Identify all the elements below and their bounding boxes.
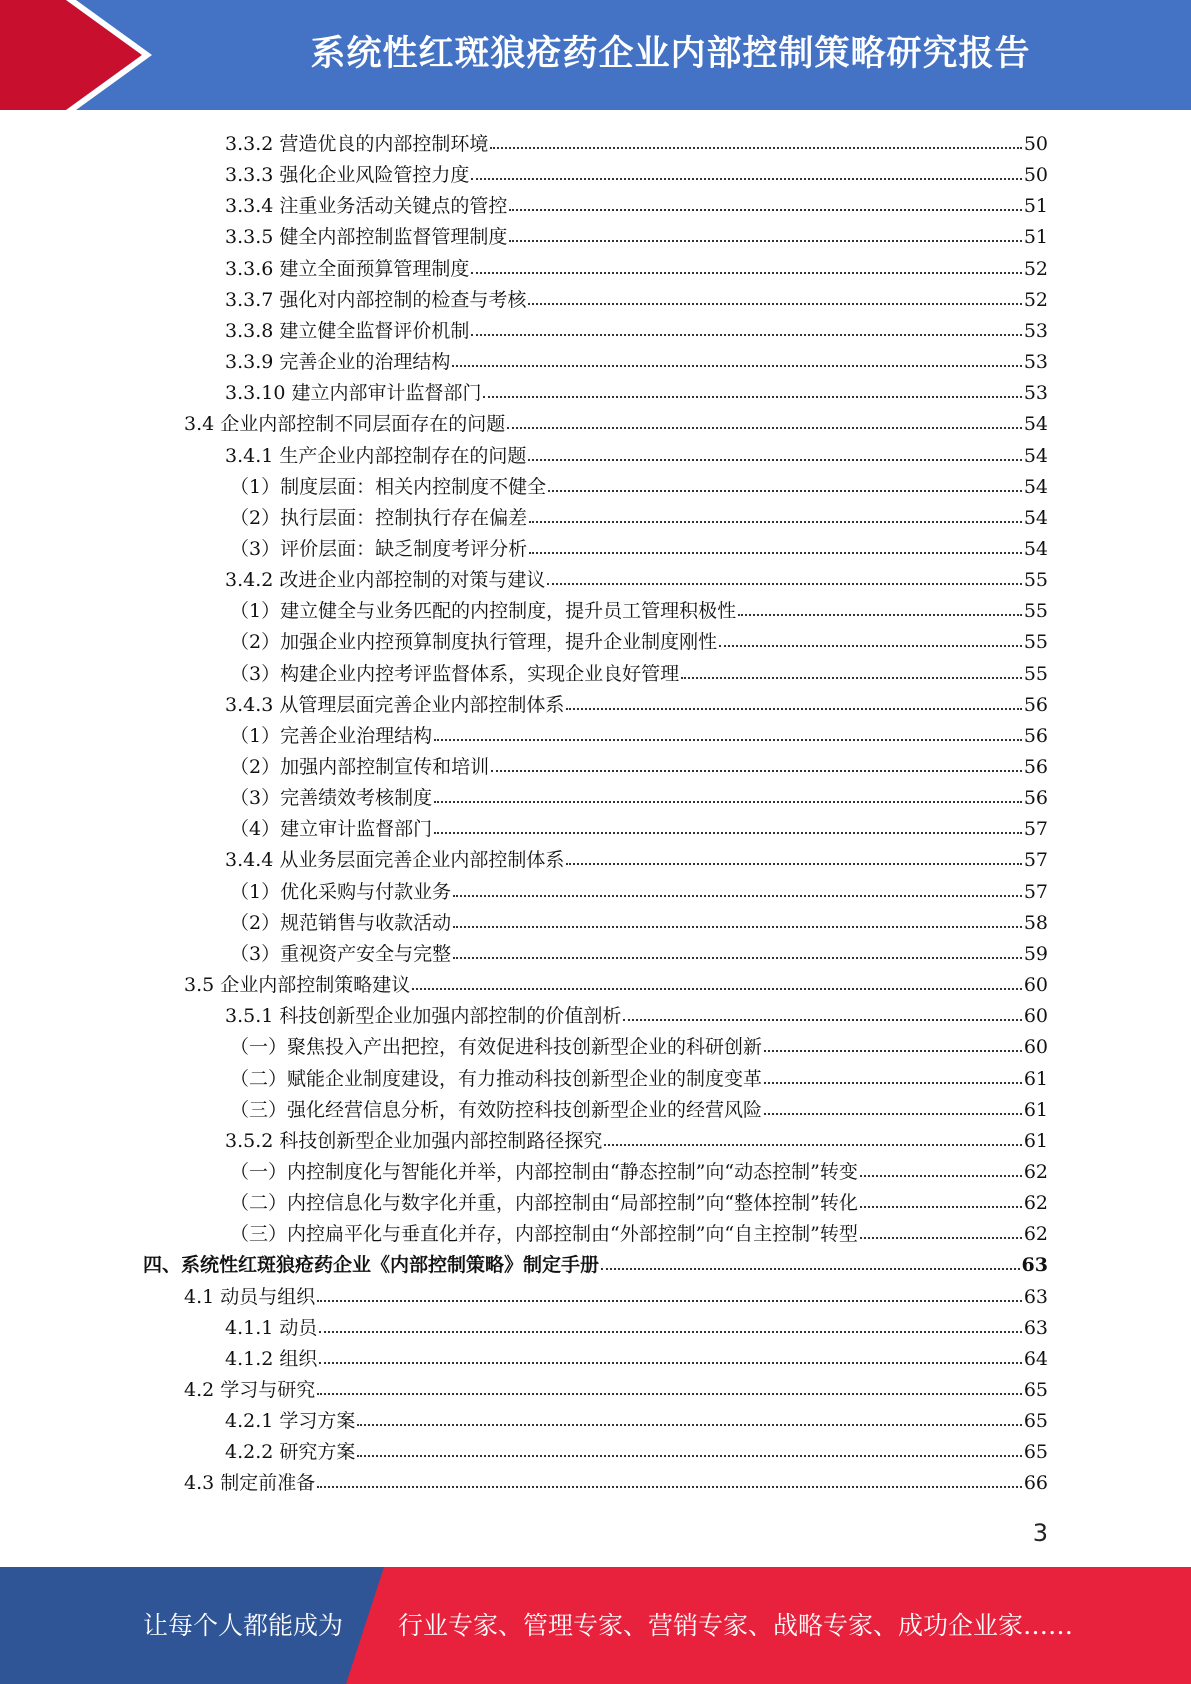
toc-entry-page: 58 [1023,911,1048,934]
toc-entry[interactable] [230,812,1048,842]
toc-entry[interactable] [225,1342,1048,1372]
toc-entry-label: 3.3.8 建立健全监督评价机制 [225,319,470,342]
toc-entry[interactable] [184,968,1048,998]
toc-entry-label: 4.2.1 学习方案 [225,1410,356,1433]
toc-dot-leader [357,1434,1021,1457]
toc-dot-leader [547,562,1021,585]
toc-entry[interactable] [230,501,1048,531]
toc-entry[interactable] [230,532,1048,562]
toc-entry-page: 52 [1023,257,1048,280]
toc-entry[interactable] [230,594,1048,624]
toc-dot-leader [434,780,1022,803]
toc-dot-leader [412,967,1022,990]
toc-entry-label: 3.4.1 生产企业内部控制存在的问题 [225,444,527,467]
toc-entry[interactable] [225,376,1048,406]
page-header [0,0,1191,110]
toc-entry-page: 54 [1023,475,1048,498]
toc-entry-page: 66 [1023,1472,1048,1495]
footer-slogan-left: 让每个人都能成为 [143,1611,344,1640]
toc-entry-page: 63 [1023,1285,1048,1308]
toc-entry[interactable] [184,1280,1048,1310]
toc-entry-page: 63 [1021,1254,1048,1277]
toc-entry-page: 60 [1023,1036,1048,1059]
toc-dot-leader [507,406,1022,429]
toc-dot-leader [548,469,1022,492]
toc-dot-leader [453,905,1022,928]
header-arrow-decoration [0,0,160,110]
toc-entry-label: 3.5 企业内部控制策略建议 [184,974,411,997]
toc-entry-page: 55 [1023,569,1048,592]
toc-dot-leader [529,500,1022,523]
toc-entry-label: 3.4 企业内部控制不同层面存在的问题 [184,413,506,436]
toc-dot-leader [566,842,1021,865]
toc-entry-page: 60 [1023,974,1048,997]
toc-entry[interactable] [225,439,1048,469]
toc-entry-label: 3.5.1 科技创新型企业加强内部控制的价值剖析 [225,1005,622,1028]
toc-entry[interactable] [225,345,1048,375]
toc-dot-leader [317,1372,1022,1395]
toc-entry-page: 62 [1023,1160,1048,1183]
toc-entry-label: 四、系统性红斑狼疮药企业《内部控制策略》制定手册 [143,1254,600,1277]
toc-entry-label: 4.3 制定前准备 [184,1472,316,1495]
toc-dot-leader [453,936,1022,959]
toc-entry-label: 3.4.2 改进企业内部控制的对策与建议 [225,569,546,592]
toc-entry[interactable] [143,1248,1048,1278]
report-title: 系统性红斑狼疮药企业内部控制策略研究报告 [310,34,1031,74]
toc-entry-page: 57 [1023,880,1048,903]
toc-entry-label: （3）评价层面：缺乏制度考评分析 [230,537,528,560]
toc-entry[interactable] [184,1466,1048,1496]
toc-entry[interactable] [230,1030,1048,1060]
toc-entry[interactable] [225,999,1048,1029]
toc-dot-leader [319,1310,1021,1333]
toc-entry-label: （3）完善绩效考核制度 [230,787,433,810]
toc-entry-label: （2）加强企业内控预算制度执行管理，提升企业制度刚性 [230,631,718,654]
toc-entry-page: 50 [1023,164,1048,187]
toc-entry-label: 3.3.5 健全内部控制监督管理制度 [225,226,508,249]
toc-dot-leader [319,1341,1021,1364]
toc-entry-page: 60 [1023,1005,1048,1028]
toc-entry[interactable] [230,906,1048,936]
toc-entry-page: 56 [1023,756,1048,778]
toc-entry-page: 52 [1023,288,1048,311]
toc-dot-leader [317,1279,1022,1302]
page-number: 3 [1032,1519,1048,1547]
toc-entry-page: 65 [1023,1410,1048,1433]
toc-entry[interactable] [184,1373,1048,1403]
toc-entry-page: 53 [1023,351,1048,374]
toc-entry[interactable] [225,688,1048,718]
toc-entry-page: 51 [1023,195,1048,218]
toc-entry[interactable] [230,1217,1048,1247]
toc-entry-label: （一）聚焦投入产出把控，有效促进科技创新型企业的科研创新 [230,1036,763,1059]
toc-dot-leader [528,438,1021,461]
toc-dot-leader [764,1029,1022,1052]
toc-dot-leader [623,998,1021,1021]
toc-entry-page: 55 [1023,662,1048,685]
toc-entry[interactable] [225,1435,1048,1465]
toc-entry-label: （1）优化采购与付款业务 [230,880,452,903]
toc-entry-label: 4.1.1 动员 [225,1316,318,1339]
page-footer [0,1567,1191,1684]
toc-entry-page: 50 [1023,133,1048,155]
toc-entry-page: 54 [1023,506,1048,529]
toc-entry-page: 54 [1023,444,1048,467]
toc-entry-page: 56 [1023,693,1048,716]
toc-dot-leader [491,749,1022,772]
toc-dot-leader [860,1154,1022,1177]
toc-entry-page: 61 [1023,1129,1048,1152]
toc-entry[interactable] [225,283,1048,313]
toc-entry-page: 61 [1023,1067,1048,1090]
toc-entry[interactable] [225,1311,1048,1341]
toc-entry-page: 54 [1023,413,1048,436]
toc-dot-leader [452,344,1021,367]
toc-entry[interactable] [230,1093,1048,1123]
toc-entry-label: （3）重视资产安全与完整 [230,942,452,965]
toc-entry[interactable] [225,189,1048,219]
toc-entry-label: （2）加强内部控制宣传和培训 [230,756,490,778]
toc-entry-label: 3.3.6 建立全面预算管理制度 [225,257,470,280]
toc-entry-page: 56 [1023,787,1048,810]
toc-entry-page: 62 [1023,1223,1048,1246]
toc-entry-label: （4）建立审计监督部门 [230,818,433,841]
toc-entry[interactable] [230,750,1048,780]
toc-dot-leader [860,1185,1022,1208]
toc-entry-page: 55 [1023,631,1048,654]
toc-dot-leader [483,375,1021,398]
toc-entry[interactable] [225,1404,1048,1434]
toc-entry[interactable] [225,843,1048,873]
toc-entry[interactable] [230,625,1048,655]
toc-dot-leader [317,1465,1022,1488]
toc-dot-leader [604,1123,1021,1146]
toc-dot-leader [357,1403,1021,1426]
toc-dot-leader [566,687,1021,710]
toc-entry[interactable] [225,220,1048,250]
toc-dot-leader [764,1092,1022,1115]
toc-entry-label: 4.2.2 研究方案 [225,1441,356,1464]
toc-entry[interactable] [225,252,1048,282]
toc-dot-leader [528,282,1021,305]
toc-entry-label: （三）内控扁平化与垂直化并存，内部控制由“外部控制”向“自主控制”转型 [230,1223,858,1246]
toc-dot-leader [434,718,1022,741]
toc-entry-page: 62 [1023,1192,1048,1215]
toc-dot-leader [471,313,1021,336]
toc-entry-label: （一）内控制度化与智能化并举，内部控制由“静态控制”向“动态控制”转变 [230,1160,858,1183]
toc-entry[interactable] [230,937,1048,967]
toc-dot-leader [738,593,1022,616]
toc-entry-label: 4.1.2 组织 [225,1347,318,1370]
toc-entry[interactable] [225,158,1048,188]
toc-entry-page: 56 [1023,724,1048,747]
toc-entry-label: 3.3.2 营造优良的内部控制环境 [225,133,489,155]
toc-entry[interactable] [225,314,1048,344]
toc-entry-label: （三）强化经营信息分析，有效防控科技创新型企业的经营风险 [230,1098,763,1121]
toc-entry-page: 57 [1023,849,1048,872]
toc-entry-page: 54 [1023,537,1048,560]
toc-entry-page: 65 [1023,1441,1048,1464]
toc-entry[interactable] [225,563,1048,593]
toc-dot-leader [434,811,1022,834]
toc-dot-leader [509,188,1021,211]
toc-entry-page: 65 [1023,1379,1048,1401]
toc-dot-leader [681,656,1022,679]
toc-entry[interactable] [230,875,1048,905]
toc-entry-page: 63 [1023,1316,1048,1339]
footer-slogan-right: 行业专家、管理专家、营销专家、战略专家、成功企业家…… [398,1611,1074,1640]
toc-entry[interactable] [225,1124,1048,1154]
toc-dot-leader [601,1247,1020,1270]
toc-entry-label: （1）制度层面：相关内控制度不健全 [230,475,547,498]
toc-entry-label: 4.1 动员与组织 [184,1285,316,1308]
toc-entry[interactable] [230,657,1048,687]
toc-entry-label: （2）执行层面：控制执行存在偏差 [230,506,528,529]
toc-entry[interactable] [230,1186,1048,1216]
toc-entry-label: 3.3.7 强化对内部控制的检查与考核 [225,288,527,311]
toc-entry-label: 4.2 学习与研究 [184,1379,316,1401]
toc-entry-label: 3.3.4 注重业务活动关键点的管控 [225,195,508,218]
toc-entry-label: （1）完善企业治理结构 [230,724,433,747]
toc-entry-label: （二）赋能企业制度建设，有力推动科技创新型企业的制度变革 [230,1067,763,1090]
toc-dot-leader [509,219,1021,242]
toc-entry[interactable] [225,127,1048,157]
toc-dot-leader [529,531,1022,554]
toc-entry-label: 3.3.10 建立内部审计监督部门 [225,382,482,405]
toc-entry-label: 3.4.3 从管理层面完善企业内部控制体系 [225,693,565,716]
toc-entry-page: 61 [1023,1098,1048,1121]
toc-entry[interactable] [230,719,1048,749]
toc-entry-page: 53 [1023,382,1048,405]
toc-entry[interactable] [230,1062,1048,1092]
toc-dot-leader [490,126,1021,149]
toc-entry-page: 59 [1023,942,1048,965]
toc-entry-page: 55 [1023,600,1048,623]
toc-dot-leader [453,874,1022,897]
toc-entry-label: 3.4.4 从业务层面完善企业内部控制体系 [225,849,565,872]
toc-entry-page: 64 [1023,1347,1048,1370]
toc-entry-label: （二）内控信息化与数字化并重，内部控制由“局部控制”向“整体控制”转化 [230,1192,858,1215]
toc-entry[interactable] [230,781,1048,811]
toc-entry-label: （3）构建企业内控考评监督体系，实现企业良好管理 [230,662,680,685]
toc-dot-leader [719,624,1022,647]
toc-entry-label: （2）规范销售与收款活动 [230,911,452,934]
toc-entry-label: （1）建立健全与业务匹配的内控制度，提升员工管理积极性 [230,600,737,623]
toc-entry-page: 51 [1023,226,1048,249]
toc-entry-label: 3.5.2 科技创新型企业加强内部控制路径探究 [225,1129,603,1152]
toc-entry-page: 57 [1023,818,1048,841]
toc-entry-page: 53 [1023,319,1048,342]
toc-dot-leader [471,251,1021,274]
toc-dot-leader [860,1216,1022,1239]
toc-entry[interactable] [230,470,1048,500]
toc-dot-leader [471,157,1021,180]
toc-entry[interactable] [184,407,1048,437]
toc-dot-leader [764,1061,1022,1084]
toc-entry-label: 3.3.9 完善企业的治理结构 [225,351,451,374]
toc-entry[interactable] [230,1155,1048,1185]
toc-entry-label: 3.3.3 强化企业风险管控力度 [225,164,470,187]
